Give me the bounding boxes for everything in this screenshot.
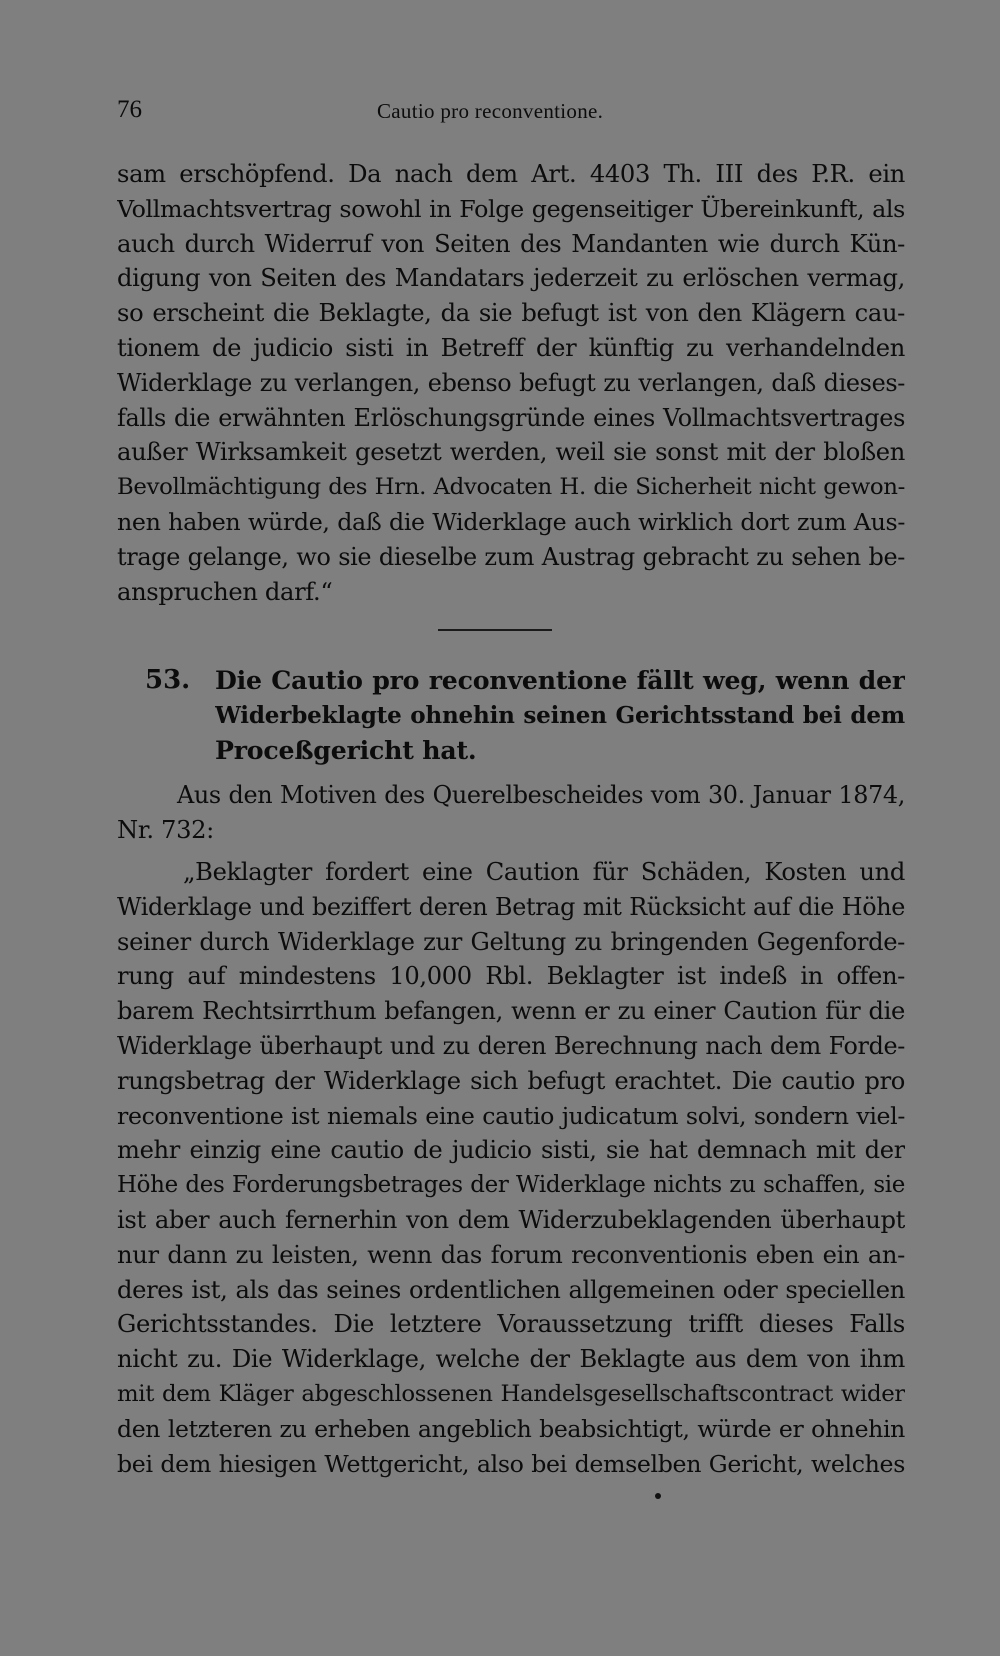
source-reference (117, 778, 905, 848)
text-line: digung von Seiten des Mandatars jederzeit zu erlöschen vermag, (117, 264, 905, 293)
text-line: nen haben würde, daß die Widerklage auch wirklich dort zum Aus- (117, 507, 905, 536)
text-line: tionem de judicio sisti in Betreff der künftig zu verhandelnden (117, 333, 905, 362)
text-line: bei dem hiesigen Wettgericht, also bei demselben Gericht, welches (117, 1449, 905, 1478)
section-title (215, 663, 905, 768)
text-line: Widerklage und beziffert deren Betrag mit Rücksicht auf die Höhe (117, 892, 905, 921)
text-line: Widerklage zu verlangen, ebenso befugt zu verlangen, daß dieses- (117, 368, 905, 397)
text-line: barem Rechtsirrthum befangen, wenn er zu einer Caution für die (117, 997, 905, 1026)
text-line: Aus den Motiven des Querelbescheides vom 30. Januar 1874, (177, 781, 905, 809)
text-line: mehr einzig eine cautio de judicio sisti, sie hat demnach mit der (117, 1136, 905, 1165)
text-line: seiner durch Widerklage zur Geltung zu bringenden Gegenforde- (117, 927, 905, 956)
text-line: falls die erwähnten Erlöschungsgründe eines Vollmachtsvertrages (117, 403, 905, 432)
quoted-paragraph (117, 855, 905, 1481)
ink-speck (655, 1493, 661, 1499)
text-line: Vollmachtsvertrag sowohl in Folge gegenseitiger Übereinkunft, als (117, 194, 905, 223)
heading-line: Proceßgericht hat. (215, 735, 477, 765)
top-paragraph (117, 157, 905, 609)
text-line: Bevollmächtigung des Hrn. Advocaten H. die Sicherheit nicht gewon- (117, 474, 905, 501)
text-line: Höhe des Forderungsbetrages der Widerklage nichts zu schaffen, sie (117, 1172, 905, 1199)
text-line: so erscheint die Beklagte, da sie befugt ist von den Klägern cau- (117, 299, 905, 328)
heading-line: Widerbeklagte ohnehin seinen Gerichtsstand bei dem (215, 702, 905, 729)
page-number: 76 (117, 96, 142, 123)
heading-line: Die Cautio pro reconventione fällt weg, wenn der (215, 665, 905, 695)
text-line: ist aber auch fernerhin von dem Widerzubeklagenden überhaupt (117, 1205, 905, 1234)
text-line: reconventione ist niemals eine cautio judicatum solvi, sondern viel- (117, 1101, 905, 1130)
text-line: sam erschöpfend. Da nach dem Art. 4403 Th. III des P.R. ein (117, 160, 905, 188)
text-line: Widerklage überhaupt und zu deren Berechnung nach dem Forde- (117, 1031, 905, 1060)
text-line: Gerichtsstandes. Die letztere Voraussetzung trifft dieses Falls (117, 1310, 905, 1339)
text-line: auch durch Widerruf von Seiten des Mandanten wie durch Kün- (117, 229, 905, 258)
text-line: anspruchen darf.“ (117, 577, 333, 606)
text-line: den letzteren zu erheben angeblich beabsichtigt, würde er ohnehin (117, 1414, 905, 1443)
text-line: nur dann zu leisten, wenn das forum reconventionis eben ein an- (117, 1240, 905, 1269)
section-number: 53. (145, 665, 191, 695)
text-line: außer Wirksamkeit gesetzt werden, weil sie sonst mit der bloßen (117, 438, 905, 467)
running-title: Cautio pro reconventione. (377, 99, 604, 123)
text-line: mit dem Kläger abgeschlossenen Handelsgesellschaftscontract wider (117, 1380, 905, 1407)
page-header (117, 96, 905, 136)
text-line: „Beklagter fordert eine Caution für Schäden, Kosten und (183, 858, 905, 886)
text-line: trage gelange, wo sie dieselbe zum Austrag gebracht zu sehen be- (117, 542, 905, 571)
text-line: rungsbetrag der Widerklage sich befugt erachtet. Die cautio pro (117, 1066, 905, 1095)
text-line: deres ist, als das seines ordentlichen allgemeinen oder speciellen (117, 1275, 905, 1304)
section-divider (438, 629, 552, 631)
text-line: rung auf mindestens 10,000 Rbl. Beklagter ist indeß in offen- (117, 962, 905, 991)
text-line: Nr. 732: (117, 815, 214, 844)
text-line: nicht zu. Die Widerklage, welche der Beklagte aus dem von ihm (117, 1345, 905, 1374)
